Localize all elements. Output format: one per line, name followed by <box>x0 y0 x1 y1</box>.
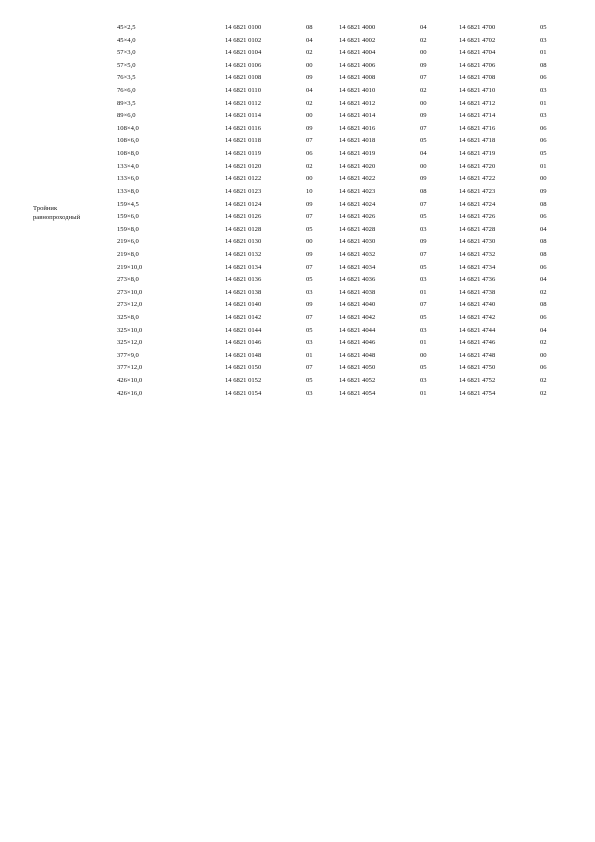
table-row <box>0 123 595 136</box>
table-row <box>0 312 595 325</box>
cell-check-1: 06 <box>306 150 313 158</box>
cell-check-2: 09 <box>420 238 427 246</box>
cell-code-1: 14 6821 0144 <box>225 326 262 334</box>
cell-code-3: 14 6821 4718 <box>459 137 496 145</box>
cell-code-3: 14 6821 4710 <box>459 87 496 95</box>
cell-size: 273×10,0 <box>117 288 143 296</box>
cell-size: 219×6,0 <box>117 238 139 246</box>
cell-check-2: 07 <box>420 250 427 258</box>
cell-check-2: 03 <box>420 377 427 385</box>
table-row <box>0 135 595 148</box>
cell-code-1: 14 6821 0154 <box>225 389 262 397</box>
cell-check-3: 03 <box>540 112 547 120</box>
cell-size: 89×6,0 <box>117 112 136 120</box>
cell-code-3: 14 6821 4750 <box>459 364 496 372</box>
cell-code-2: 14 6821 4040 <box>339 301 376 309</box>
cell-code-3: 14 6821 4712 <box>459 99 496 107</box>
cell-check-1: 03 <box>306 288 313 296</box>
cell-check-3: 08 <box>540 61 547 69</box>
cell-check-3: 09 <box>540 187 547 195</box>
cell-code-2: 14 6821 4014 <box>339 112 376 120</box>
cell-code-1: 14 6821 0106 <box>225 61 262 69</box>
cell-code-3: 14 6821 4706 <box>459 61 496 69</box>
cell-check-2: 09 <box>420 112 427 120</box>
cell-code-3: 14 6821 4748 <box>459 351 496 359</box>
cell-check-2: 02 <box>420 87 427 95</box>
cell-check-1: 10 <box>306 187 313 195</box>
cell-code-3: 14 6821 4704 <box>459 49 496 57</box>
cell-code-1: 14 6821 0100 <box>225 24 262 31</box>
cell-check-1: 07 <box>306 364 313 372</box>
cell-code-1: 14 6821 0118 <box>225 137 262 145</box>
cell-code-1: 14 6821 0122 <box>225 175 262 183</box>
cell-check-3: 06 <box>540 263 547 271</box>
cell-code-1: 14 6821 0119 <box>225 150 262 158</box>
cell-check-1: 03 <box>306 339 313 347</box>
cell-check-2: 03 <box>420 326 427 334</box>
cell-code-3: 14 6821 4752 <box>459 377 496 385</box>
cell-check-1: 00 <box>306 175 313 183</box>
cell-size: 325×8,0 <box>117 314 139 322</box>
cell-check-1: 00 <box>306 61 313 69</box>
cell-code-2: 14 6821 4002 <box>339 36 376 44</box>
cell-check-1: 09 <box>306 301 313 309</box>
cell-check-1: 09 <box>306 200 313 208</box>
table-row <box>0 35 595 48</box>
cell-code-1: 14 6821 0134 <box>225 263 262 271</box>
cell-check-2: 03 <box>420 225 427 233</box>
cell-check-2: 07 <box>420 301 427 309</box>
cell-code-1: 14 6821 0132 <box>225 250 262 258</box>
cell-check-3: 06 <box>540 74 547 82</box>
table-row <box>0 224 595 237</box>
cell-code-2: 14 6821 4016 <box>339 124 376 132</box>
cell-check-1: 09 <box>306 74 313 82</box>
cell-check-2: 00 <box>420 49 427 57</box>
cell-code-3: 14 6821 4702 <box>459 36 496 44</box>
cell-check-2: 01 <box>420 339 427 347</box>
cell-code-2: 14 6821 4018 <box>339 137 376 145</box>
cell-check-3: 02 <box>540 377 547 385</box>
cell-check-3: 05 <box>540 24 547 31</box>
product-code-table <box>0 22 595 400</box>
cell-check-2: 00 <box>420 99 427 107</box>
table-row <box>0 85 595 98</box>
table-row <box>0 211 595 224</box>
table-row <box>0 274 595 287</box>
cell-code-3: 14 6821 4700 <box>459 24 496 31</box>
cell-size: 57×5,0 <box>117 61 136 69</box>
cell-check-3: 08 <box>540 301 547 309</box>
cell-size: 325×10,0 <box>117 326 143 334</box>
cell-check-1: 03 <box>306 389 313 397</box>
cell-check-2: 01 <box>420 288 427 296</box>
cell-size: 76×3,5 <box>117 74 136 82</box>
cell-code-1: 14 6821 0102 <box>225 36 262 44</box>
cell-check-2: 04 <box>420 24 427 31</box>
cell-code-1: 14 6821 0128 <box>225 225 262 233</box>
cell-code-3: 14 6821 4736 <box>459 276 496 284</box>
cell-code-3: 14 6821 4722 <box>459 175 496 183</box>
cell-code-2: 14 6821 4034 <box>339 263 376 271</box>
cell-code-1: 14 6821 0108 <box>225 74 262 82</box>
cell-check-3: 03 <box>540 36 547 44</box>
cell-check-3: 06 <box>540 364 547 372</box>
cell-code-1: 14 6821 0136 <box>225 276 262 284</box>
cell-code-3: 14 6821 4726 <box>459 213 496 221</box>
cell-check-2: 05 <box>420 213 427 221</box>
cell-check-3: 08 <box>540 250 547 258</box>
table-row <box>0 325 595 338</box>
cell-code-2: 14 6821 4024 <box>339 200 376 208</box>
cell-code-3: 14 6821 4720 <box>459 162 496 170</box>
cell-check-3: 06 <box>540 314 547 322</box>
cell-code-1: 14 6821 0112 <box>225 99 262 107</box>
cell-size: 133×8,0 <box>117 187 139 195</box>
cell-code-2: 14 6821 4023 <box>339 187 376 195</box>
cell-code-3: 14 6821 4723 <box>459 187 496 195</box>
table-row <box>0 236 595 249</box>
cell-check-3: 06 <box>540 124 547 132</box>
cell-code-2: 14 6821 4012 <box>339 99 376 107</box>
cell-code-2: 14 6821 4042 <box>339 314 376 322</box>
cell-check-3: 02 <box>540 288 547 296</box>
cell-check-1: 00 <box>306 238 313 246</box>
cell-code-3: 14 6821 4728 <box>459 225 496 233</box>
cell-check-3: 04 <box>540 225 547 233</box>
cell-check-1: 02 <box>306 99 313 107</box>
cell-size: 89×3,5 <box>117 99 136 107</box>
cell-check-1: 07 <box>306 263 313 271</box>
cell-check-1: 05 <box>306 225 313 233</box>
cell-size: 159×4,5 <box>117 200 139 208</box>
cell-size: 219×8,0 <box>117 250 139 258</box>
cell-check-1: 05 <box>306 276 313 284</box>
cell-code-2: 14 6821 4006 <box>339 61 376 69</box>
cell-code-2: 14 6821 4054 <box>339 389 376 397</box>
table-row <box>0 337 595 350</box>
cell-size: 219×10,0 <box>117 263 143 271</box>
cell-code-1: 14 6821 0148 <box>225 351 262 359</box>
cell-size: 426×10,0 <box>117 377 143 385</box>
cell-code-2: 14 6821 4052 <box>339 377 376 385</box>
cell-code-3: 14 6821 4734 <box>459 263 496 271</box>
table-row <box>0 47 595 60</box>
cell-code-1: 14 6821 0146 <box>225 339 262 347</box>
cell-check-1: 05 <box>306 326 313 334</box>
table-row <box>0 60 595 73</box>
table-row <box>0 22 595 35</box>
cell-size: 426×16,0 <box>117 389 143 397</box>
cell-code-1: 14 6821 0110 <box>225 87 262 95</box>
cell-size: 133×6,0 <box>117 175 139 183</box>
cell-check-2: 05 <box>420 314 427 322</box>
cell-code-1: 14 6821 0116 <box>225 124 262 132</box>
cell-size: 108×8,0 <box>117 150 139 158</box>
cell-size: 377×9,0 <box>117 351 139 359</box>
cell-check-3: 06 <box>540 213 547 221</box>
cell-check-1: 04 <box>306 87 313 95</box>
cell-code-1: 14 6821 0104 <box>225 49 262 57</box>
cell-size: 273×12,0 <box>117 301 143 309</box>
cell-check-2: 09 <box>420 61 427 69</box>
cell-check-3: 08 <box>540 200 547 208</box>
cell-code-2: 14 6821 4030 <box>339 238 376 246</box>
cell-code-2: 14 6821 4004 <box>339 49 376 57</box>
cell-code-2: 14 6821 4010 <box>339 87 376 95</box>
cell-check-3: 01 <box>540 99 547 107</box>
cell-check-2: 08 <box>420 187 427 195</box>
cell-code-2: 14 6821 4032 <box>339 250 376 258</box>
table-row <box>0 98 595 111</box>
cell-code-1: 14 6821 0123 <box>225 187 262 195</box>
cell-code-3: 14 6821 4708 <box>459 74 496 82</box>
cell-size: 108×4,0 <box>117 124 139 132</box>
table-row <box>0 249 595 262</box>
cell-code-1: 14 6821 0150 <box>225 364 262 372</box>
cell-code-3: 14 6821 4746 <box>459 339 496 347</box>
cell-check-3: 01 <box>540 162 547 170</box>
cell-check-1: 02 <box>306 162 313 170</box>
cell-check-3: 01 <box>540 49 547 57</box>
cell-code-1: 14 6821 0140 <box>225 301 262 309</box>
cell-code-1: 14 6821 0130 <box>225 238 262 246</box>
cell-check-3: 02 <box>540 339 547 347</box>
cell-code-3: 14 6821 4714 <box>459 112 496 120</box>
cell-check-2: 04 <box>420 150 427 158</box>
cell-size: 133×4,0 <box>117 162 139 170</box>
cell-code-2: 14 6821 4036 <box>339 276 376 284</box>
cell-check-2: 02 <box>420 36 427 44</box>
cell-code-2: 14 6821 4044 <box>339 326 376 334</box>
table-row <box>0 173 595 186</box>
table-row <box>0 299 595 312</box>
cell-size: 273×8,0 <box>117 276 139 284</box>
cell-check-1: 04 <box>306 36 313 44</box>
row-group-label-line-2: равнопроходный <box>33 214 81 221</box>
cell-size: 45×2,5 <box>117 24 136 31</box>
cell-size: 159×8,0 <box>117 225 139 233</box>
cell-code-2: 14 6821 4050 <box>339 364 376 372</box>
cell-code-2: 14 6821 4019 <box>339 150 376 158</box>
cell-check-3: 00 <box>540 351 547 359</box>
table-row <box>0 148 595 161</box>
cell-code-1: 14 6821 0152 <box>225 377 262 385</box>
table-row <box>0 362 595 375</box>
cell-code-3: 14 6821 4730 <box>459 238 496 246</box>
cell-code-2: 14 6821 4028 <box>339 225 376 233</box>
cell-check-3: 08 <box>540 238 547 246</box>
cell-check-2: 01 <box>420 389 427 397</box>
cell-check-3: 02 <box>540 389 547 397</box>
table-row <box>0 199 595 212</box>
cell-code-3: 14 6821 4724 <box>459 200 496 208</box>
cell-check-1: 08 <box>306 24 313 31</box>
cell-code-1: 14 6821 0142 <box>225 314 262 322</box>
cell-check-1: 07 <box>306 314 313 322</box>
cell-size: 377×12,0 <box>117 364 143 372</box>
cell-check-2: 07 <box>420 124 427 132</box>
cell-check-1: 01 <box>306 351 313 359</box>
cell-check-2: 07 <box>420 74 427 82</box>
cell-check-3: 00 <box>540 175 547 183</box>
cell-code-2: 14 6821 4008 <box>339 74 376 82</box>
cell-check-1: 09 <box>306 124 313 132</box>
cell-code-2: 14 6821 4020 <box>339 162 376 170</box>
cell-size: 108×6,0 <box>117 137 139 145</box>
cell-code-3: 14 6821 4716 <box>459 124 496 132</box>
cell-check-2: 07 <box>420 200 427 208</box>
cell-code-2: 14 6821 4000 <box>339 24 376 31</box>
cell-check-3: 06 <box>540 137 547 145</box>
cell-check-2: 05 <box>420 263 427 271</box>
cell-code-1: 14 6821 0126 <box>225 213 262 221</box>
cell-check-1: 07 <box>306 137 313 145</box>
table-row <box>0 262 595 275</box>
table-row <box>0 287 595 300</box>
cell-code-2: 14 6821 4038 <box>339 288 376 296</box>
cell-check-2: 03 <box>420 276 427 284</box>
row-group-label-line-1: Тройник <box>33 205 58 212</box>
cell-code-3: 14 6821 4744 <box>459 326 496 334</box>
cell-size: 76×6,0 <box>117 87 136 95</box>
cell-code-3: 14 6821 4740 <box>459 301 496 309</box>
cell-check-1: 00 <box>306 112 313 120</box>
table-row <box>0 186 595 199</box>
cell-check-1: 09 <box>306 250 313 258</box>
cell-check-2: 05 <box>420 137 427 145</box>
table-row <box>0 110 595 123</box>
cell-check-1: 02 <box>306 49 313 57</box>
cell-code-1: 14 6821 0124 <box>225 200 262 208</box>
table-row <box>0 375 595 388</box>
cell-check-2: 09 <box>420 175 427 183</box>
cell-code-2: 14 6821 4046 <box>339 339 376 347</box>
cell-code-2: 14 6821 4022 <box>339 175 376 183</box>
cell-check-3: 04 <box>540 326 547 334</box>
cell-code-1: 14 6821 0114 <box>225 112 262 120</box>
table-row <box>0 388 595 401</box>
cell-size: 57×3,0 <box>117 49 136 57</box>
cell-code-3: 14 6821 4742 <box>459 314 496 322</box>
cell-code-3: 14 6821 4754 <box>459 389 496 397</box>
cell-code-3: 14 6821 4719 <box>459 150 496 158</box>
cell-size: 159×6,0 <box>117 213 139 221</box>
cell-check-3: 04 <box>540 276 547 284</box>
cell-check-1: 05 <box>306 377 313 385</box>
cell-code-1: 14 6821 0138 <box>225 288 262 296</box>
table-row <box>0 72 595 85</box>
cell-code-2: 14 6821 4048 <box>339 351 376 359</box>
table-row <box>0 161 595 174</box>
cell-check-1: 07 <box>306 213 313 221</box>
cell-code-3: 14 6821 4732 <box>459 250 496 258</box>
cell-check-2: 05 <box>420 364 427 372</box>
table-row <box>0 350 595 363</box>
cell-size: 325×12,0 <box>117 339 143 347</box>
cell-code-2: 14 6821 4026 <box>339 213 376 221</box>
cell-code-1: 14 6821 0120 <box>225 162 262 170</box>
cell-check-3: 03 <box>540 87 547 95</box>
cell-check-3: 05 <box>540 150 547 158</box>
cell-code-3: 14 6821 4738 <box>459 288 496 296</box>
cell-check-2: 00 <box>420 351 427 359</box>
cell-check-2: 00 <box>420 162 427 170</box>
cell-size: 45×4,0 <box>117 36 136 44</box>
